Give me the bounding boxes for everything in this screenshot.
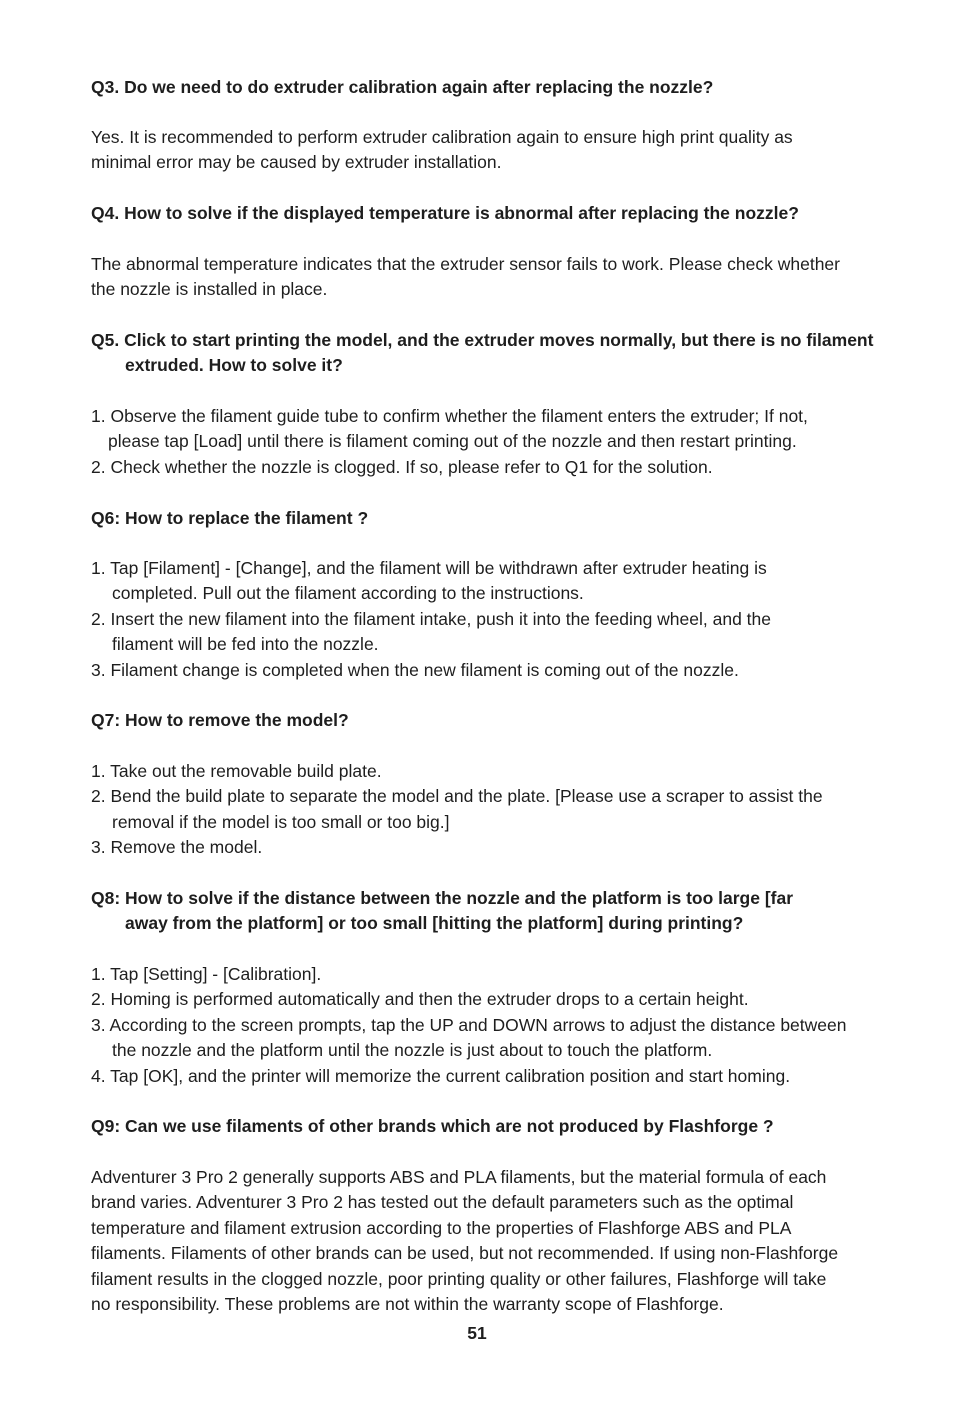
q6-question: Q6: How to replace the filament ? (91, 508, 369, 528)
q9-answer: Adventurer 3 Pro 2 generally supports ABS and PLA filaments, but the material formula of each brand varies. Adventurer 3 Pro 2 has tested out the default parameters such as the optimal temperature and filament extrusion according to the properties of Flashforge ABS and PLA filaments. Filaments of other brands can be used, but not recommended. If using non-Flashforge filament results in the clogged nozzle, poor printing quality or other failures, Flashforge will take no responsibility. These problems are not within the warranty scope of Flashforge. (91, 1167, 839, 1315)
q8-question: Q8: How to solve if the distance between the nozzle and the platform is too large [far away from the platform] or too small [hitting the platform] during printing? (91, 888, 794, 934)
list-item: 1. Take out the removable build plate. (91, 761, 382, 781)
q4-answer: The abnormal temperature indicates that the extruder sensor fails to work. Please check whether the nozzle is installed in place. (91, 254, 840, 300)
page-number: 51 (467, 1323, 487, 1343)
list-item: 2. Homing is performed automatically and then the extruder drops to a certain height. (91, 989, 749, 1010)
list-item: 1. Tap [Filament] - [Change], and the filament will be withdrawn after extruder heating is (91, 558, 767, 578)
q6-steps (91, 556, 911, 683)
list-item-continued: the nozzle and the platform until the nozzle is just about to touch the platform. (112, 1040, 713, 1061)
list-item: 1. Observe the filament guide tube to confirm whether the filament enters the extruder; If not, (91, 406, 808, 426)
list-item-continued: removal if the model is too small or too big.] (112, 811, 450, 832)
list-item: 4. Tap [OK], and the printer will memorize the current calibration position and start homing. (91, 1065, 791, 1086)
list-item: 3. According to the screen prompts, tap the UP and DOWN arrows to adjust the distance between (91, 1014, 847, 1035)
q7-steps (91, 759, 911, 861)
list-item-continued: filament will be fed into the nozzle. (112, 634, 379, 655)
list-item-continued: please tap [Load] until there is filament coming out of the nozzle and then restart printing. (108, 431, 797, 452)
q4-question: Q4. How to solve if the displayed temperature is abnormal after replacing the nozzle? (91, 203, 799, 223)
list-item: 2. Bend the build plate to separate the model and the plate. [Please use a scraper to assist the (91, 786, 823, 807)
q8-steps (91, 962, 911, 1089)
q7-question: Q7: How to remove the model? (91, 710, 349, 730)
list-item: 3. Remove the model. (91, 837, 263, 858)
list-item: 3. Filament change is completed when the new filament is coming out of the nozzle. (91, 659, 739, 680)
q3-answer: Yes. It is recommended to perform extruder calibration again to ensure high print quality as minimal error may be caused by extruder installation. (91, 127, 793, 173)
list-item: 2. Insert the new filament into the filament intake, push it into the feeding wheel, and the (91, 608, 772, 629)
list-item: 1. Tap [Setting] - [Calibration]. (91, 964, 322, 984)
list-item-continued: completed. Pull out the filament according to the instructions. (112, 583, 584, 604)
q9-question: Q9: Can we use filaments of other brands which are not produced by Flashforge ? (91, 1116, 774, 1136)
q3-question: Q3. Do we need to do extruder calibration again after replacing the nozzle? (91, 77, 714, 97)
list-item: 2. Check whether the nozzle is clogged. If so, please refer to Q1 for the solution. (91, 456, 713, 477)
q5-steps (91, 404, 911, 480)
q5-question: Q5. Click to start printing the model, and the extruder moves normally, but there is no filament extruded. How to solve it? (91, 330, 874, 376)
